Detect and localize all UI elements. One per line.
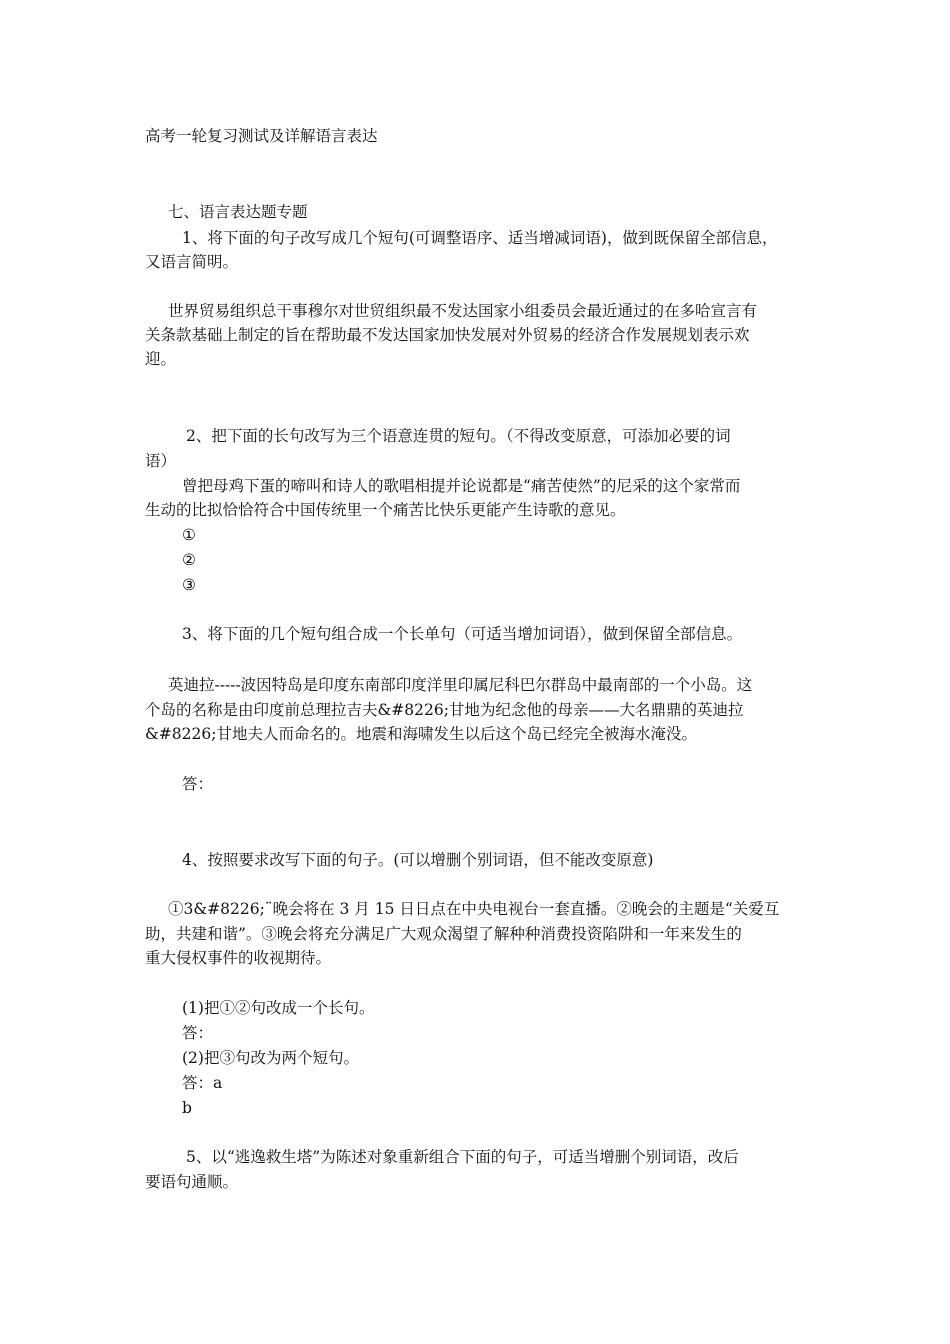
q4-text-line1: ①3&#8226;¨晚会将在 3 月 15 日日点在中央电视台一套直播。②晚会的主题是“关爱互 — [168, 900, 780, 918]
q2-prompt-line2: 语） — [145, 452, 177, 470]
q2-mark-2: ② — [182, 551, 196, 569]
q2-mark-1: ① — [182, 526, 196, 544]
q4-text-line2: 助，共建和谐”。③晚会将充分满足广大观众渴望了解种种消费投资陷阱和一年来发生的 — [145, 925, 742, 943]
q1-text-line1: 世界贸易组织总干事穆尔对世贸组织最不发达国家小组委员会最近通过的在多哈宣言有 — [168, 302, 758, 320]
q4-prompt: 4、按照要求改写下面的句子。(可以增删个别词语，但不能改变原意) — [182, 851, 654, 869]
q4-answer2: 答：a — [182, 1074, 223, 1092]
q1-text-line2: 关条款基础上制定的旨在帮助最不发达国家加快发展对外贸易的经济合作发展规划表示欢 — [145, 326, 750, 344]
q3-text-line3: &#8226;甘地夫人而命名的。地震和海啸发生以后这个岛已经完全被海水淹没。 — [145, 725, 697, 743]
q4-answer1: 答： — [182, 1024, 214, 1042]
q1-prompt-line2: 又语言简明。 — [145, 253, 239, 271]
q5-prompt-line2: 要语句通顺。 — [145, 1173, 239, 1191]
q1-prompt-line1: 1、将下面的句子改写成几个短句(可调整语序、适当增减词语)，做到既保留全部信息， — [182, 229, 778, 247]
q2-text-line1: 曾把母鸡下蛋的啼叫和诗人的歌唱相提并论说都是“痛苦使然”的尼采的这个家常而 — [182, 477, 741, 495]
q1-text-line3: 迎。 — [145, 350, 177, 368]
q2-prompt-line1: 2、把下面的长句改写为三个语意连贯的短句。（不得改变原意，可添加必要的词 — [186, 427, 731, 445]
q3-prompt: 3、将下面的几个短句组合成一个长单句（可适当增加词语），做到保留全部信息。 — [182, 625, 743, 643]
q4-sub2: (2)把③句改为两个短句。 — [182, 1049, 359, 1067]
q4-sub1: (1)把①②句改成一个长句。 — [182, 999, 375, 1017]
q3-text-line2: 个岛的名称是由印度前总理拉吉夫&#8226;甘地为纪念他的母亲——大名鼎鼎的英迪拉 — [145, 701, 744, 719]
section-heading: 七、语言表达题专题 — [168, 203, 308, 221]
q4-text-line3: 重大侵权事件的收视期待。 — [145, 949, 332, 967]
doc-title: 高考一轮复习测试及详解语言表达 — [145, 127, 378, 145]
q5-prompt-line1: 5、以“逃逸救生塔”为陈述对象重新组合下面的句子，可适当增删个别词语，改后 — [186, 1148, 739, 1166]
q3-answer: 答： — [182, 775, 214, 793]
q3-text-line1: 英迪拉-----波因特岛是印度东南部印度洋里印属尼科巴尔群岛中最南部的一个小岛。这 — [168, 676, 753, 694]
q2-text-line2: 生动的比拟恰恰符合中国传统里一个痛苦比快乐更能产生诗歌的意见。 — [145, 501, 626, 519]
q4-answer2-b: b — [182, 1099, 192, 1117]
q2-mark-3: ③ — [182, 576, 196, 594]
